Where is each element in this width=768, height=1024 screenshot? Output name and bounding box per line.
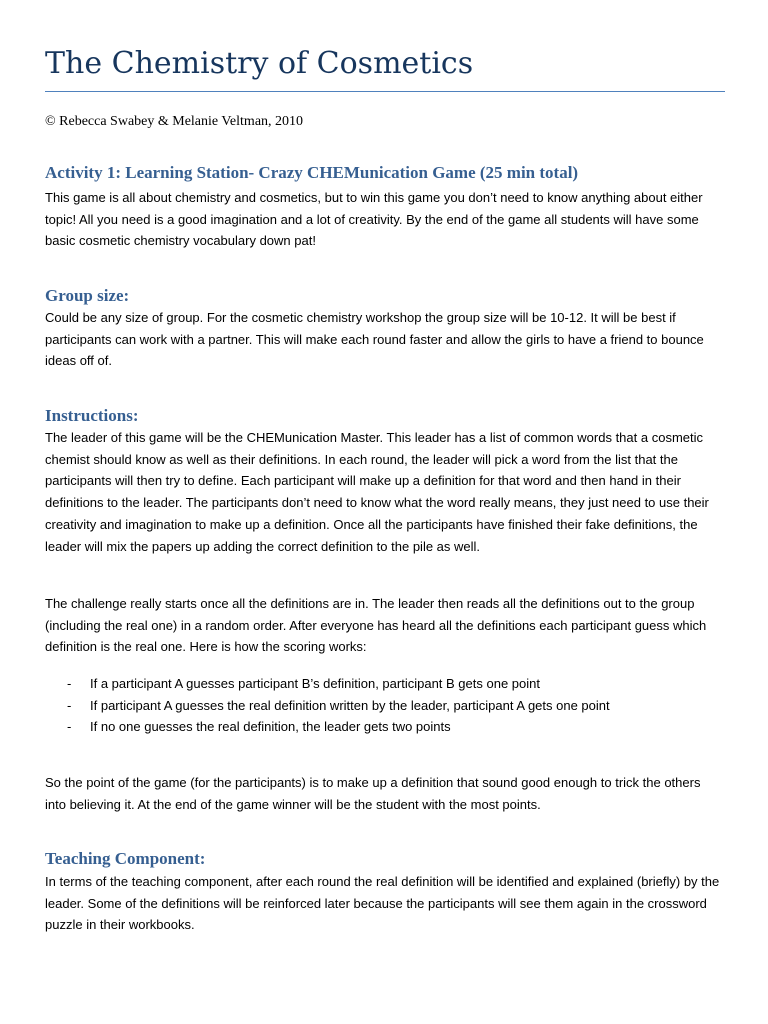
- instructions-paragraph-2: The challenge really starts once all the definitions are in. The leader then reads all the definitions out to the group (including the real one) in a random order. After everyone has heard all the definitions each participant guess which definition is the real one. Here is how the scoring works:: [45, 596, 707, 655]
- bullet-dash: -: [67, 676, 72, 691]
- group-size-paragraph: Could be any size of group. For the cosmetic chemistry workshop the group size will be 10-12. It will be best if participants can work with a partner. This will make each round faster and allow the girls to have a friend to bounce ideas off of.: [45, 310, 704, 369]
- teaching-component-paragraph: In terms of the teaching component, after each round the real definition will be identified and explained (briefly) by the leader. Some of the definitions will be reinforced later because the participants will see them again in the crossword puzzle in their workbooks.: [45, 874, 720, 933]
- copyright-line: © Rebecca Swabey & Melanie Veltman, 2010: [45, 114, 304, 129]
- bullet-dash: -: [67, 719, 72, 735]
- list-item: [45, 673, 725, 695]
- scoring-rule-text: If no one guesses the real definition, the leader gets two points: [90, 719, 451, 735]
- scoring-rule-text: If participant A guesses the real definition written by the leader, participant A gets one point: [90, 697, 610, 713]
- activity-heading: Activity 1: Learning Station- Crazy CHEMunication Game (25 min total): [45, 163, 579, 182]
- instructions-paragraph-3: So the point of the game (for the participants) is to make up a definition that sound good enough to trick the others into believing it. At the end of the game winner will be the student with the most points.: [45, 775, 701, 812]
- scoring-rules-list: [45, 673, 725, 738]
- teaching-component-heading: Teaching Component:: [45, 849, 206, 868]
- list-item: [45, 716, 725, 738]
- bullet-dash: -: [67, 697, 72, 713]
- scoring-rule-text: If a participant A guesses participant B’s definition, participant B gets one point: [90, 676, 540, 691]
- document-title: The Chemistry of Cosmetics: [45, 46, 474, 81]
- activity-intro-paragraph: This game is all about chemistry and cosmetics, but to win this game you don’t need to know anything about either topic! All you need is a good imagination and a lot of creativity. By the end of the game all students will have some basic cosmetic chemistry vocabulary down pat!: [45, 190, 703, 249]
- group-size-heading: Group size:: [45, 286, 130, 305]
- instructions-heading: Instructions:: [45, 406, 139, 425]
- list-item: [45, 695, 725, 717]
- title-underline: [45, 91, 725, 92]
- instructions-paragraph-1: The leader of this game will be the CHEMunication Master. This leader has a list of common words that a cosmetic chemist should know as well as their definitions. In each round, the leader will pick a word from the list that the participants will then try to define. Each participant will make up a definition for that word and then hand in their definitions to the leader. The participants don’t need to know what the word really means, they just need to use their creativity and imagination to make up a definition. Once all the participants have finished their fake definitions, the leader will mix the papers up adding the correct definition to the pile as well.: [45, 430, 709, 554]
